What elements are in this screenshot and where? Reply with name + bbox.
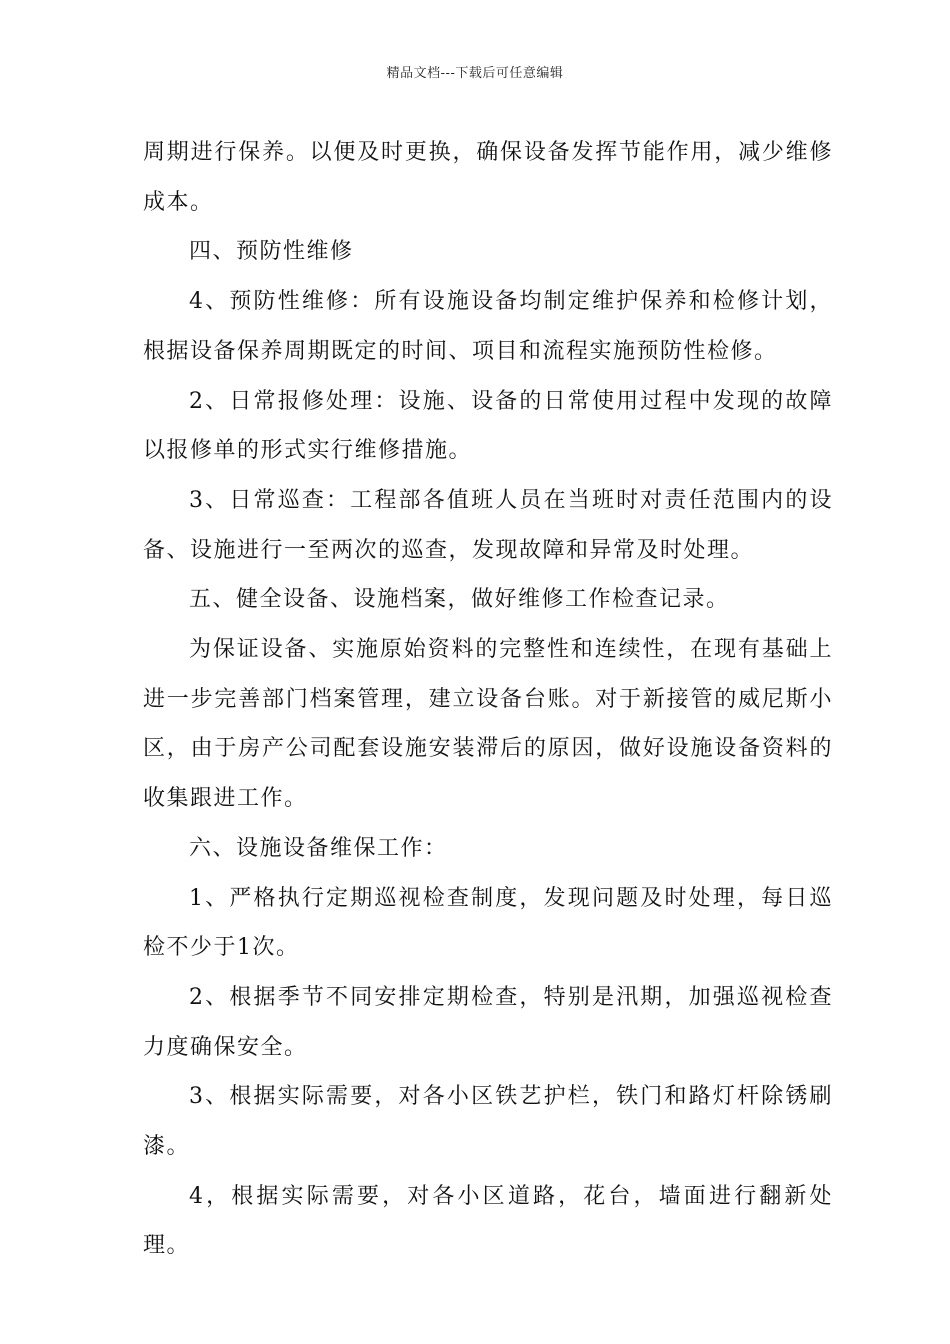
paragraph: 为保证设备、实施原始资料的完整性和连续性，在现有基础上进一步完善部门档案管理，建立设备台账。对于新接管的威尼斯小区，由于房产公司配套设施安装滞后的原因，做好设施设备资料的收集跟进工作。: [143, 637, 833, 812]
section-heading: 四、预防性维修: [189, 239, 354, 265]
paragraph: 2、根据季节不同安排定期检查，特别是汛期，加强巡视检查力度确保安全。: [143, 984, 833, 1060]
paragraph: 4，根据实际需要，对各小区道路，花台，墙面进行翻新处理。: [143, 1183, 833, 1259]
section-heading: 六、设施设备维保工作：: [189, 835, 448, 861]
paragraph: 3、根据实际需要，对各小区铁艺护栏，铁门和路灯杆除锈刷漆。: [143, 1084, 833, 1160]
document-body: [143, 128, 833, 1271]
page-header: 精品文档---下载后可任意编辑: [386, 66, 564, 81]
section-heading: 五、健全设备、设施档案，做好维修工作检查记录。: [189, 587, 730, 613]
paragraph: 周期进行保养。以便及时更换，确保设备发挥节能作用，减少维修成本。: [143, 140, 833, 215]
paragraph: 1、严格执行定期巡视检查制度，发现问题及时处理，每日巡检不少于1次。: [143, 885, 833, 961]
paragraph: 4、预防性维修：所有设施设备均制定维护保养和检修计划，根据设备保养周期既定的时间、项目和流程实施预防性检修。: [143, 289, 833, 364]
paragraph: 3、日常巡查：工程部各值班人员在当班时对责任范围内的设备、设施进行一至两次的巡查，发现故障和异常及时处理。: [143, 487, 833, 563]
paragraph: 2、日常报修处理：设施、设备的日常使用过程中发现的故障以报修单的形式实行维修措施。: [143, 388, 833, 464]
